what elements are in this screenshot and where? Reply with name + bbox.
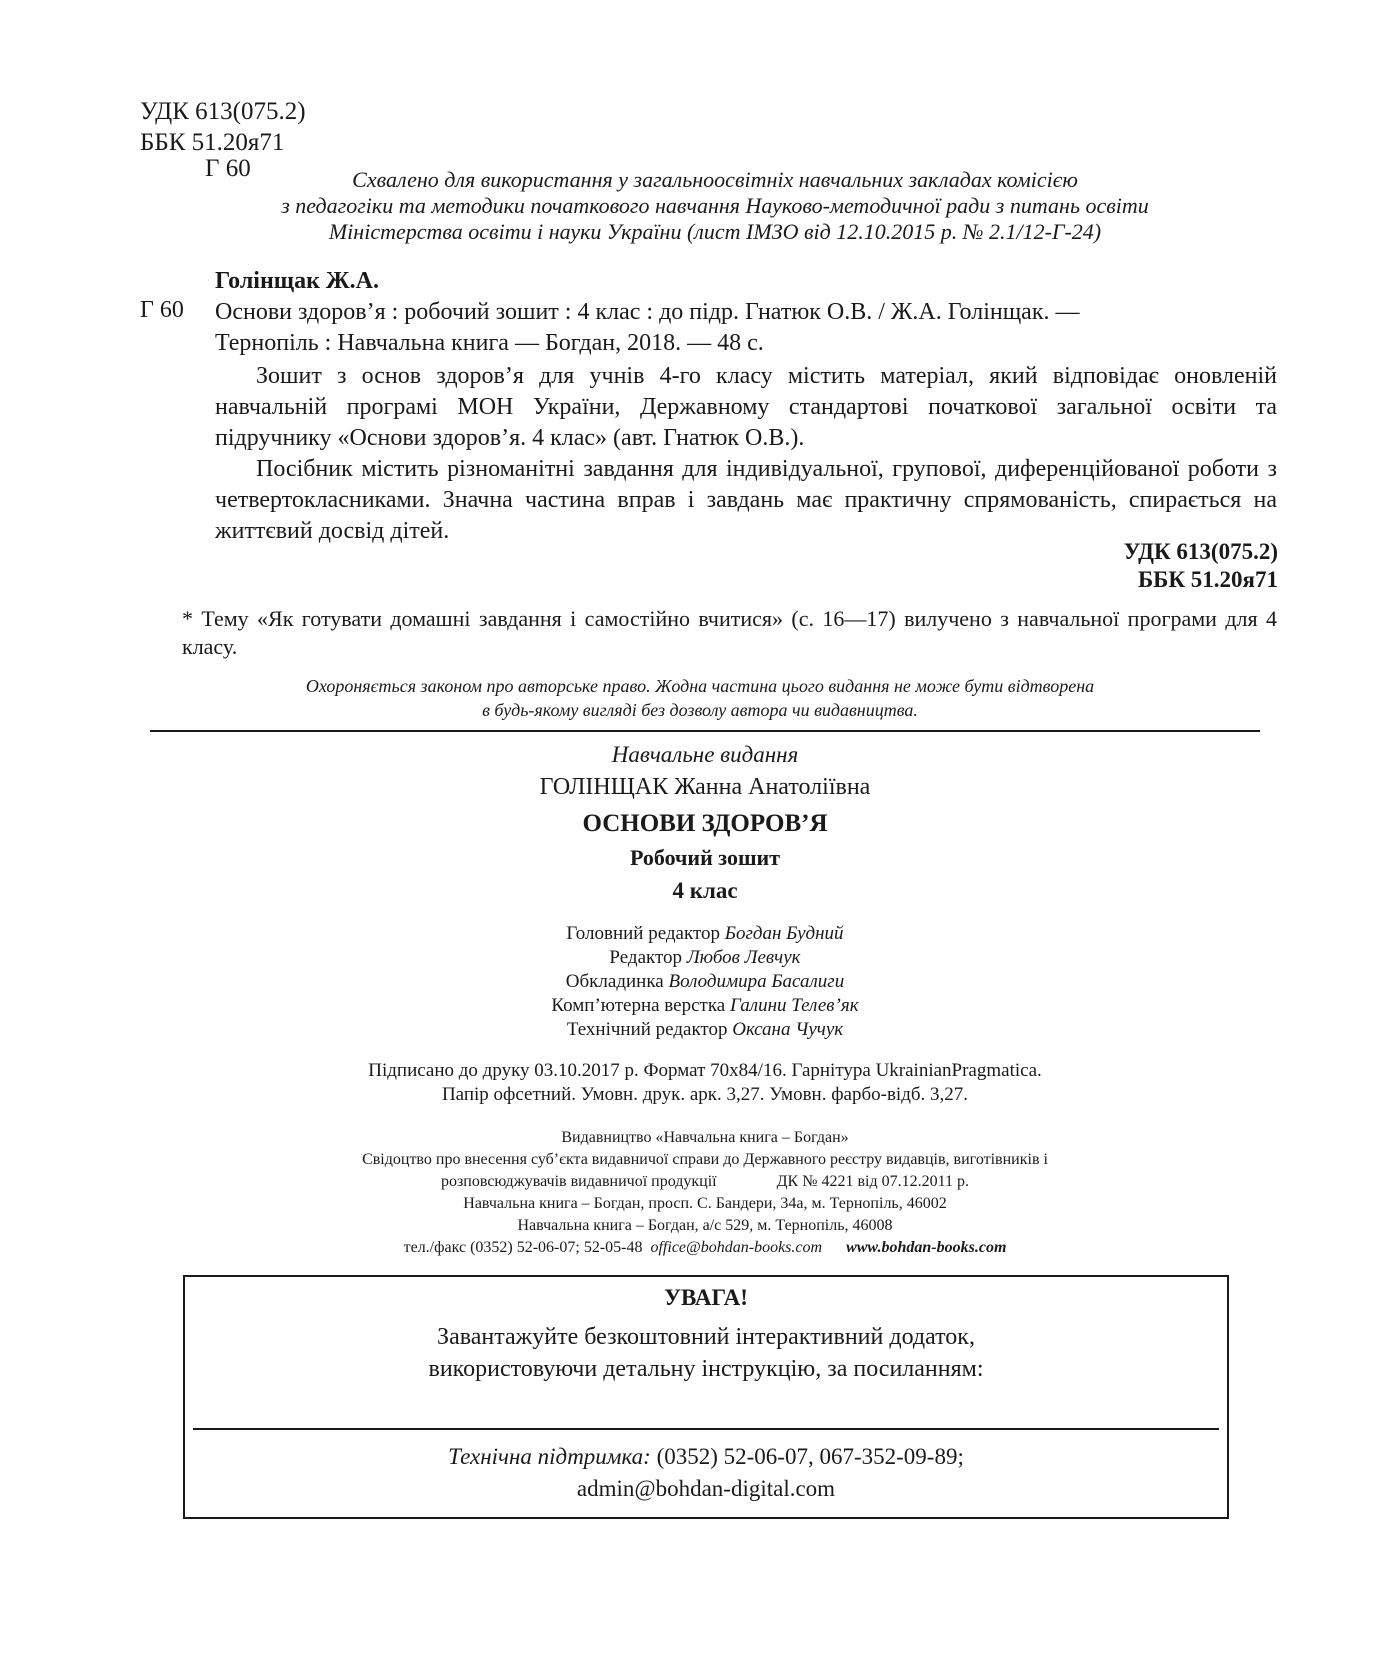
publisher-website[interactable]: www.bohdan-books.com (846, 1239, 1007, 1256)
credit-line (150, 970, 1260, 994)
credit-person: Володимира Басалиги (668, 971, 845, 992)
notice-line: Завантажуйте безкоштовний інтерактивний додаток, (437, 1324, 975, 1350)
credit-person: Оксана Чучук (732, 1019, 844, 1040)
copyright-notice (150, 674, 1250, 722)
credit-role: Комп’ютерна верстка (551, 995, 726, 1016)
copyright-line: в будь-якому вигляді без дозволу автора чи видавництва. (482, 700, 918, 720)
publisher-contacts (150, 1237, 1260, 1259)
publisher-name: Видавництво «Навчальна книга – Богдан» (561, 1129, 849, 1146)
author-full-name: ГОЛІНЩАК Жанна Анатоліївна (539, 774, 871, 800)
book-subtitle: Робочий зошит (629, 845, 781, 870)
approval-line: Схвалено для використання у загальноосвітніх навчальних закладах комісією (352, 167, 1078, 192)
credit-role: Технічний редактор (566, 1019, 728, 1040)
classification-block (140, 96, 306, 158)
credits-list (150, 922, 1260, 1042)
approval-statement (190, 167, 1240, 245)
credit-role: Головний редактор (566, 923, 721, 944)
credit-line (150, 994, 1260, 1018)
notice-line: використовуючи детальну інструкцію, за посиланням: (428, 1356, 984, 1382)
author-sign: Г 60 (205, 155, 251, 182)
approval-line: з педагогіки та методики початкового навчання Науково-методичної ради з питань освіти (281, 193, 1149, 218)
publisher-info (150, 1127, 1260, 1259)
publisher-address: Навчальна книга – Богдан, просп. С. Бандери, 34а, м. Тернопіль, 46002 (463, 1195, 947, 1212)
certificate-line (150, 1171, 1260, 1193)
certificate-text: розповсюджувачів видавничої продукції (440, 1173, 717, 1190)
certificate-number: ДК № 4221 від 07.12.2011 р. (776, 1173, 970, 1190)
book-grade: 4 клас (672, 878, 738, 903)
annotation (215, 361, 1277, 547)
support-email[interactable]: admin@bohdan-digital.com (576, 1476, 836, 1501)
divider (150, 730, 1260, 732)
udk-code: УДК 613(075.2) (140, 98, 306, 125)
notice-text (185, 1321, 1227, 1385)
printing-line: Підписано до друку 03.10.2017 р. Формат 70х84/16. Гарнітура UkrainianPragmatica. (368, 1060, 1042, 1081)
notice-box (183, 1275, 1229, 1519)
catalog-bbk: ББК 51.20я71 (1137, 567, 1278, 592)
credit-line (150, 946, 1260, 970)
credit-line (150, 1018, 1260, 1042)
support-phones: (0352) 52-06-07, 067-352-09-89; (656, 1444, 964, 1469)
catalog-code: Г 60 (140, 297, 184, 323)
bibliography-line: Тернопіль : Навчальна книга — Богдан, 2018. — 48 с. (215, 330, 764, 356)
bbk-code: ББК 51.20я71 (140, 129, 285, 156)
credit-line (150, 922, 1260, 946)
publisher-phone: тел./факс (0352) 52-06-07; 52-05-48 (403, 1239, 643, 1256)
support-info (185, 1441, 1227, 1505)
book-title: ОСНОВИ ЗДОРОВ’Я (582, 810, 828, 837)
edition-type: Навчальне видання (611, 742, 799, 767)
credit-role: Редактор (609, 947, 683, 968)
footnote: * Тему «Як готувати домашні завдання і самостійно вчитися» (с. 16—17) вилучено з навчальної програми для 4 класу. (182, 606, 1277, 659)
credit-person: Галини Телев’як (729, 995, 859, 1016)
printing-details (150, 1059, 1260, 1107)
notice-title: УВАГА! (664, 1285, 748, 1310)
support-line (185, 1441, 1227, 1473)
bibliographic-description (215, 297, 1277, 359)
certificate-line: Свідоцтво про внесення суб’єкта видавничої справи до Державного реєстру видавців, виготівників і (362, 1151, 1048, 1168)
support-label: Технічна підтримка: (448, 1444, 651, 1469)
catalog-author-heading: Голінщак Ж.А. (215, 268, 379, 294)
credit-role: Обкладинка (565, 971, 664, 992)
notice-link-line (193, 1428, 1219, 1430)
approval-line: Міністерства освіти і науки України (лист ІМЗО від 12.10.2015 р. № 2.1/12-Г-24) (328, 219, 1102, 244)
copyright-line: Охороняється законом про авторське право. Жодна частина цього видання не може бути відтворена (305, 676, 1095, 696)
bibliography-line: Основи здоров’я : робочий зошит : 4 клас : до підр. Гнатюк О.В. / Ж.А. Голінщак. — (215, 299, 1080, 325)
credit-person: Любов Левчук (686, 947, 801, 968)
catalog-classification (1124, 538, 1278, 594)
printing-line: Папір офсетний. Умовн. друк. арк. 3,27. Умовн. фарбо-відб. 3,27. (441, 1084, 969, 1105)
credit-person: Богдан Будний (724, 923, 844, 944)
publisher-email[interactable]: office@bohdan-books.com (650, 1239, 823, 1256)
annotation-paragraph: Зошит з основ здоров’я для учнів 4-го класу містить матеріал, який відповідає оновленій навчальній програмі МОН України, Державному стандартові початкової загальної освіти та підручнику «Основи здоров’я. 4 клас» (авт. Гнатюк О.В.). (215, 363, 1277, 451)
publisher-address: Навчальна книга – Богдан, а/с 529, м. Тернопіль, 46008 (517, 1217, 893, 1234)
catalog-udk: УДК 613(075.2) (1123, 539, 1278, 564)
annotation-paragraph: Посібник містить різноманітні завдання для індивідуальної, групової, диференційованої роботи з четвертокласниками. Значна частина вправ і завдань має практичну спрямованість, спирається на життєвий досвід дітей. (215, 456, 1277, 544)
